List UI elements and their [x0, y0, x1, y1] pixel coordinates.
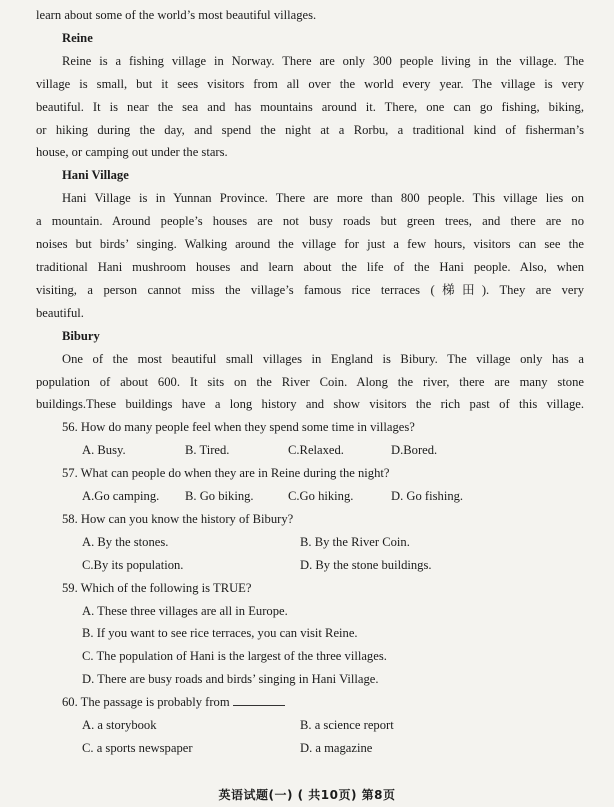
paragraph-line: Reine is a fishing village in Norway. There are only 300 people living in the village. The [62, 53, 584, 68]
option-d: D. There are busy roads and birds’ singing in Hani Village. [82, 672, 379, 687]
option-b: B. By the River Coin. [300, 534, 410, 549]
question-60-options-row1 [36, 714, 584, 737]
section-heading-hani: Hani Village [62, 168, 129, 183]
paragraph-line: house, or camping out under the stars. [36, 145, 228, 160]
section-heading-bibury: Bibury [62, 328, 100, 343]
option-d: D.Bored. [391, 443, 438, 458]
paragraph-line: noises but birds’ singing. Walking around the village for just a few hours, visitors can see the [36, 237, 584, 252]
option-a: A. Busy. [82, 443, 126, 458]
option-a: A. a storybook [82, 718, 157, 733]
paragraph-line: traditional Hani mushroom houses and learn about the life of the Hani people. Also, when [36, 259, 584, 274]
option-b: B. Go biking. [185, 489, 254, 504]
question-59-option-c-row [36, 645, 584, 668]
option-d: D. By the stone buildings. [300, 557, 432, 572]
question-57-options [36, 485, 584, 508]
option-b: B. Tired. [185, 443, 230, 458]
intro-line: learn about some of the world’s most beautiful villages. [36, 8, 317, 22]
paragraph-line: visiting, a person cannot miss the village’s famous rice terraces (梯田). They are very [36, 282, 584, 297]
question-59-option-b-row [36, 622, 584, 645]
question-60-options-row2 [36, 737, 584, 760]
section-heading-reine: Reine [62, 30, 93, 45]
option-b: B. a science report [300, 718, 394, 733]
paragraph-line: beautiful. [36, 305, 84, 320]
paragraph-line: One of the most beautiful small villages in England is Bibury. The village only has a [62, 351, 584, 366]
option-d: D. Go fishing. [391, 489, 464, 504]
option-d: D. a magazine [300, 741, 373, 755]
paragraph-line: beautiful. It is near the sea and has mountains around it. There, one can go fishing, biking, [36, 99, 584, 114]
option-b: B. If you want to see rice terraces, you can visit Reine. [82, 626, 358, 641]
paragraph-line: Hani Village is in Yunnan Province. There are more than 800 people. This village lies on [62, 191, 584, 206]
paragraph-line: village is small, but it sees visitors from all over the world every year. The village is very [36, 76, 584, 91]
question-56-stem: 56. How do many people feel when they spend some time in villages? [62, 420, 415, 435]
paragraph-line: a mountain. Around people’s houses are not busy roads but green trees, and there are no [36, 214, 584, 229]
question-58-options-row2 [36, 554, 584, 577]
question-57-stem: 57. What can people do when they are in Reine during the night? [62, 466, 390, 481]
answer-blank [233, 693, 285, 706]
option-c: C. The population of Hani is the largest of the three villages. [82, 649, 387, 664]
option-c: C.Relaxed. [288, 443, 344, 458]
option-c: C.Go hiking. [288, 489, 354, 504]
question-58-options-row1 [36, 531, 584, 554]
paragraph-line: buildings.These buildings have a long history and show visitors the rich past of this village. [36, 397, 584, 412]
option-a: A. By the stones. [82, 534, 169, 549]
option-c: C. a sports newspaper [82, 741, 193, 755]
option-c: C.By its population. [82, 557, 184, 572]
question-59-option-a-row [36, 600, 584, 623]
option-a: A. These three villages are all in Europe. [82, 603, 288, 618]
question-60-stem [36, 691, 584, 714]
page-footer: 英语试题(一) ( 共10页) 第8页 [218, 788, 396, 802]
question-58-stem: 58. How can you know the history of Bibury? [62, 511, 294, 526]
paragraph-line: or hiking during the day, and spend the night at a Rorbu, a traditional kind of fisherman’s [36, 122, 584, 137]
option-a: A.Go camping. [82, 489, 160, 504]
question-59-option-d-row [36, 668, 584, 691]
question-56-options [36, 439, 584, 462]
question-59-stem: 59. Which of the following is TRUE? [62, 580, 252, 595]
question-60-text: 60. The passage is probably from [62, 695, 230, 710]
paragraph-line: population of about 600. It sits on the River Coin. Along the river, there are many stone [36, 374, 584, 389]
